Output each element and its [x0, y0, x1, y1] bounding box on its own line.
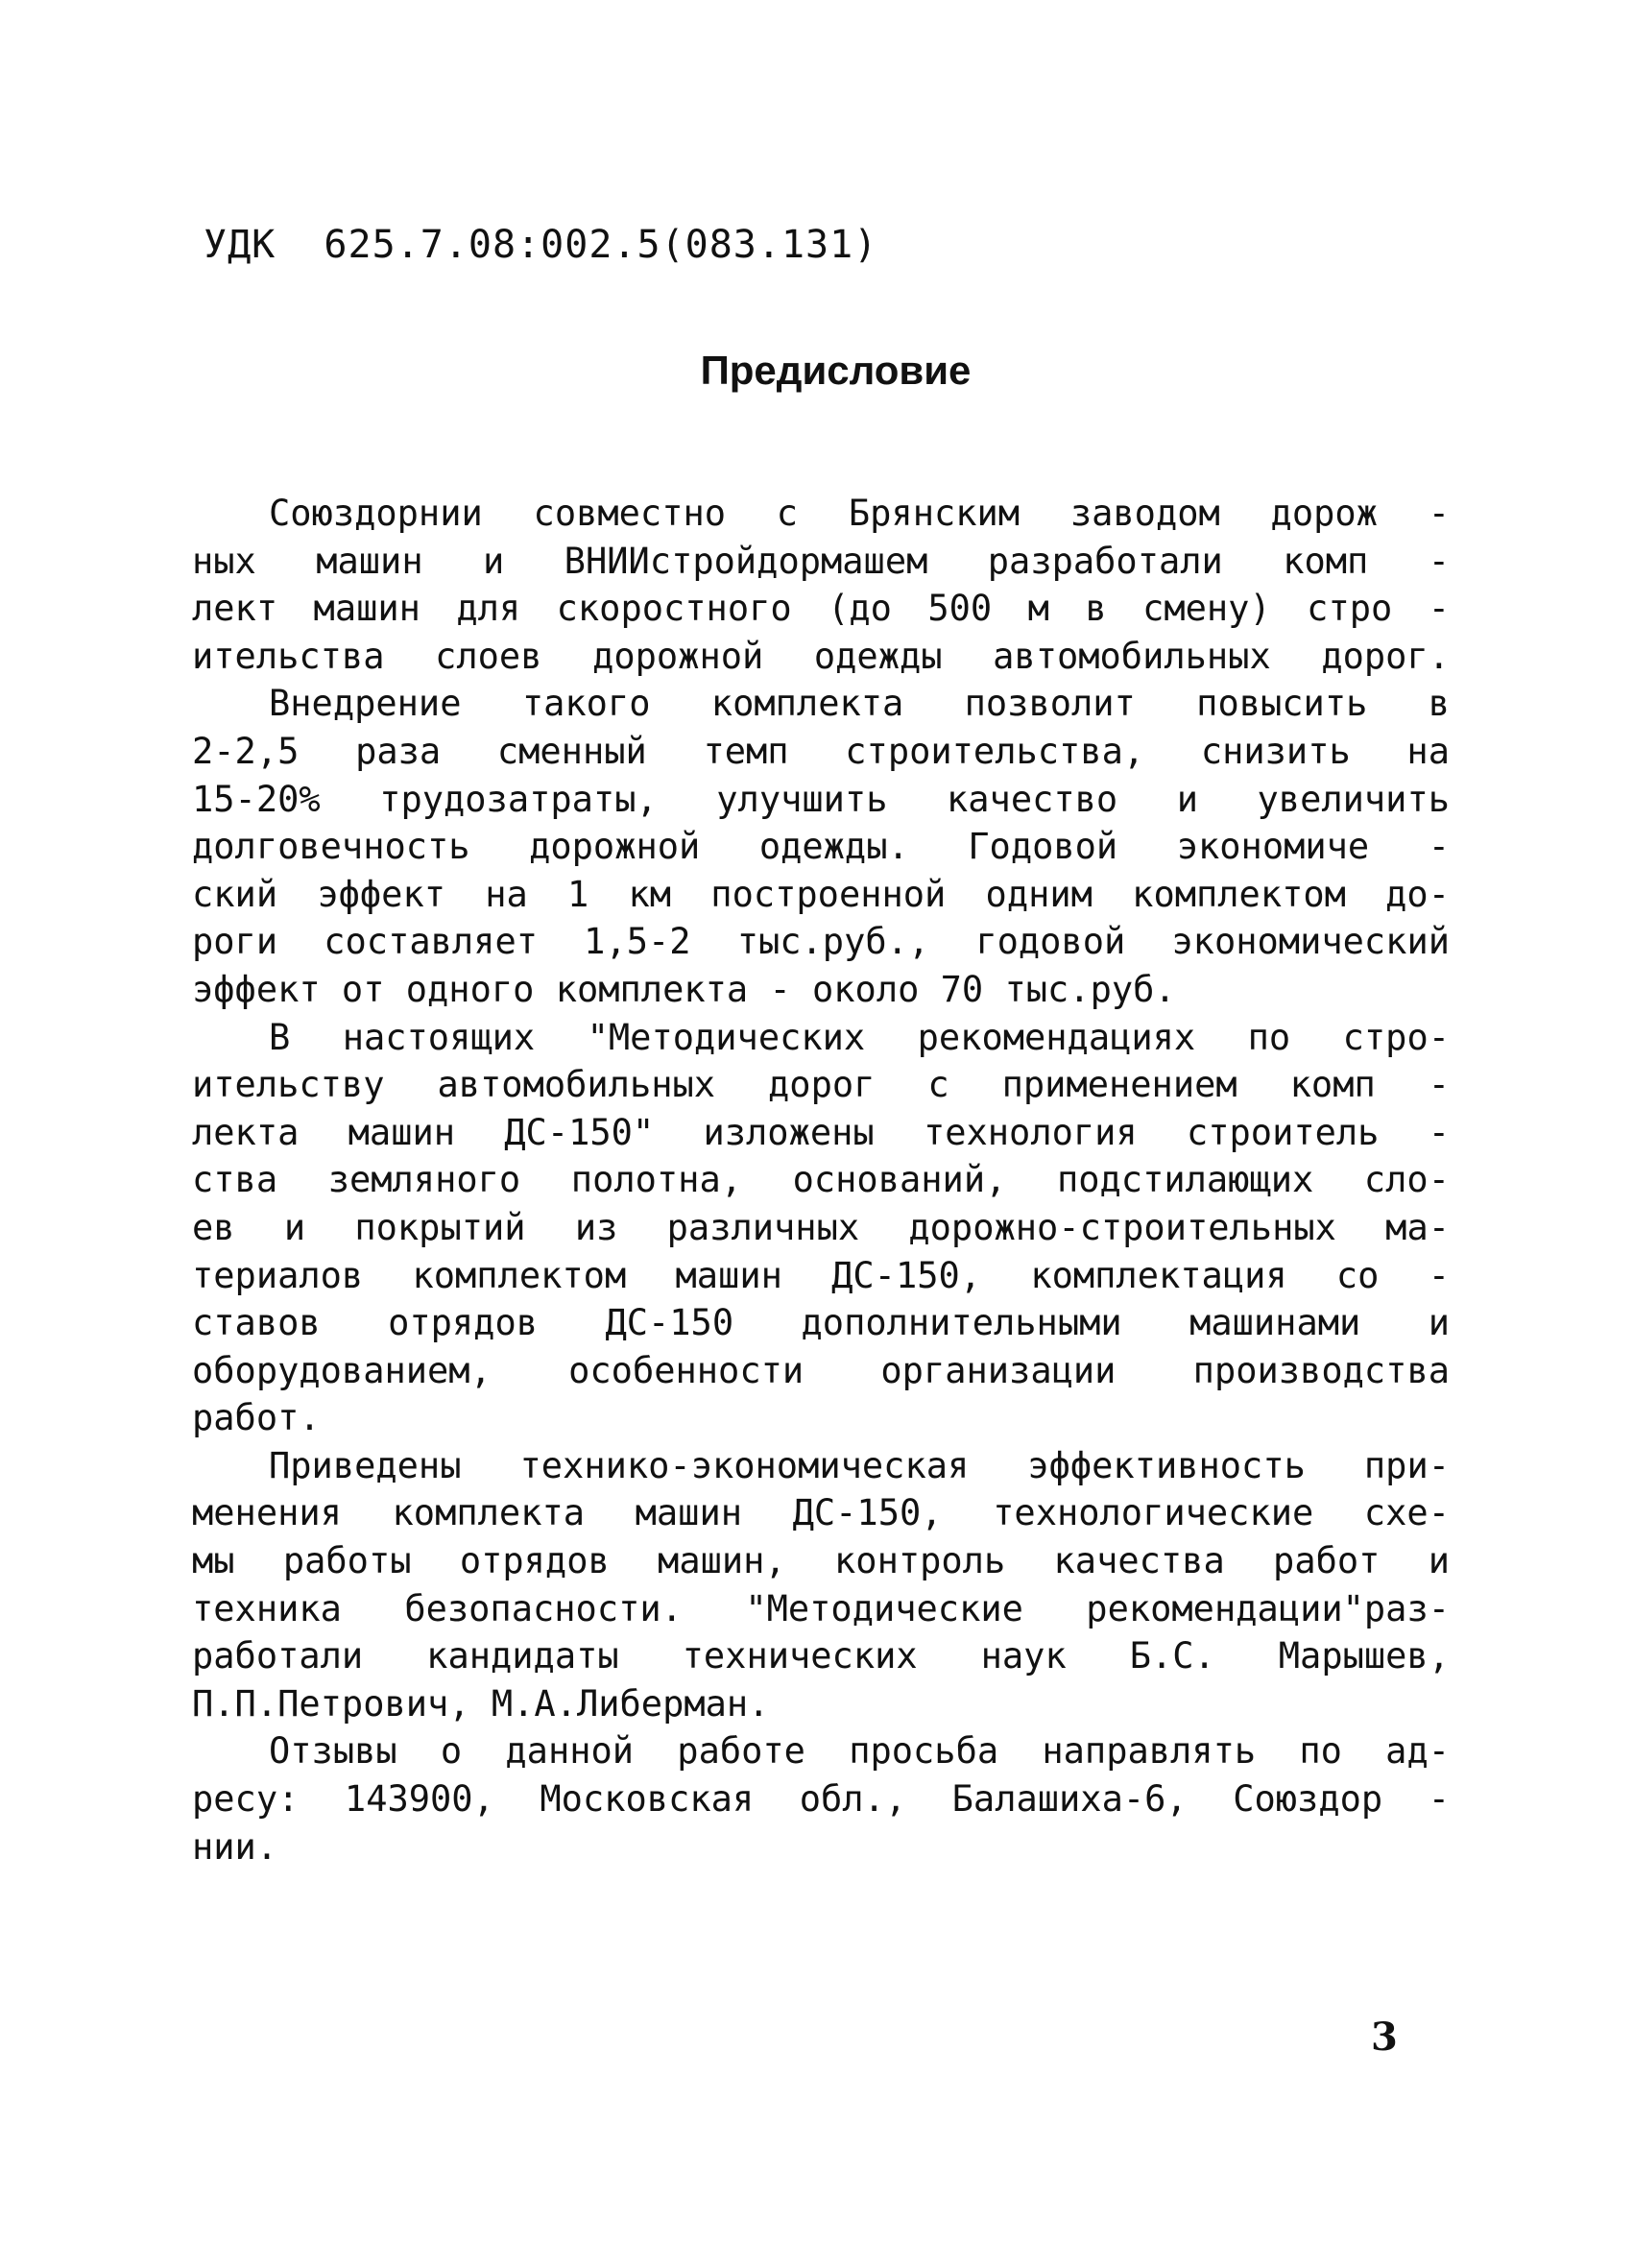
paragraph-3: [192, 1014, 1450, 1442]
body-text: [192, 490, 1450, 1870]
paragraph-4: [192, 1442, 1450, 1728]
text-line: В настоящих "Методических рекомендациях по стро-: [269, 1016, 1450, 1058]
text-line: работали кандидаты технических наук Б.С. Марышев,: [192, 1635, 1450, 1677]
text-line: Приведены технико-экономическая эффективность при-: [269, 1444, 1450, 1486]
text-line: ных машин и ВНИИстройдормашем разработали комп -: [192, 540, 1450, 582]
text-line: ства земляного полотна, оснований, подстилающих сло-: [192, 1159, 1450, 1201]
paragraph-2: [192, 680, 1450, 1013]
text-line: П.П.Петрович, М.А.Либерман.: [192, 1682, 770, 1725]
text-line: роги составляет 1,5-2 тыс.руб., годовой экономический: [192, 921, 1450, 963]
page-number: 3: [1371, 2015, 1398, 2060]
text-line: лект машин для скоростного (до 500 м в смену) стро -: [192, 588, 1450, 630]
text-line: работ.: [192, 1397, 321, 1439]
paragraph-1: [192, 490, 1450, 680]
text-line: Отзывы о данной работе просьба направлять по ад-: [269, 1730, 1450, 1773]
paragraph-5: [192, 1727, 1450, 1870]
text-line: техника безопасности. "Методические рекомендации"раз-: [192, 1587, 1450, 1629]
text-line: мы работы отрядов машин, контроль качества работ и: [192, 1540, 1450, 1582]
text-line: Союздорнии совместно с Брянским заводом дорож -: [269, 493, 1450, 534]
udk-code: УДК 625.7.08:002.5(083.131): [204, 223, 878, 267]
text-line: териалов комплектом машин ДС-150, комплектация со -: [192, 1254, 1450, 1296]
text-line: ительству автомобильных дорог с применением комп -: [192, 1064, 1450, 1106]
text-line: эффект от одного комплекта - около 70 тыс.руб.: [192, 968, 1176, 1010]
text-line: оборудованием, особенности организации производства: [192, 1349, 1450, 1391]
text-line: Внедрение такого комплекта позволит повысить в: [269, 683, 1450, 725]
text-line: лекта машин ДС-150" изложены технология строитель -: [192, 1111, 1450, 1153]
text-line: долговечность дорожной одежды. Годовой экономиче -: [192, 826, 1450, 868]
text-line: ресу: 143900, Московская обл., Балашиха-6, Союздор -: [192, 1778, 1450, 1821]
page-title: Предисловие: [700, 348, 972, 393]
text-line: ский эффект на 1 км построенной одним комплектом до-: [192, 873, 1450, 915]
text-line: 15-20% трудозатраты, улучшить качество и увеличить: [192, 778, 1450, 820]
text-line: менения комплекта машин ДС-150, технологические схе-: [192, 1492, 1450, 1534]
text-line: нии.: [192, 1825, 278, 1868]
text-line: ительства слоев дорожной одежды автомобильных дорог.: [192, 635, 1450, 677]
text-line: 2-2,5 раза сменный темп строительства, снизить на: [192, 730, 1450, 772]
text-line: ев и покрытий из различных дорожно-строительных ма-: [192, 1206, 1450, 1248]
text-line: ставов отрядов ДС-150 дополнительными машинами и: [192, 1302, 1450, 1344]
